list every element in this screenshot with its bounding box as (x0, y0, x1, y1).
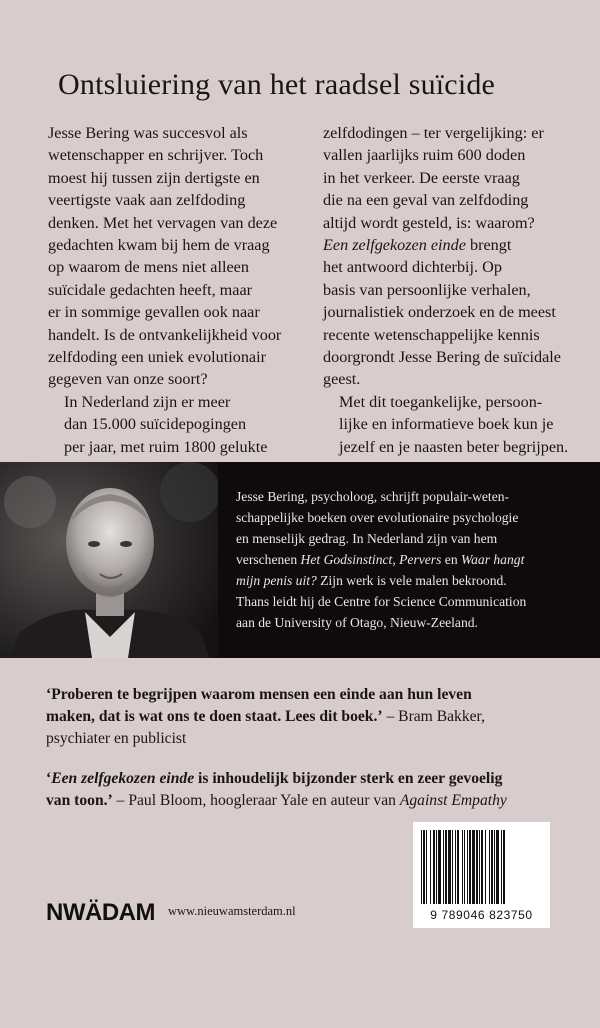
quote-text: van toon.’ (46, 792, 113, 809)
text-line: zelfdodingen – ter vergelijking: er (323, 124, 544, 142)
text-line: zelfdoding een uniek evolutionair (48, 348, 267, 367)
text-line: Thans leidt hij de Centre for Science Communication (236, 594, 527, 609)
text-line (46, 768, 586, 790)
barcode-bar (436, 830, 437, 904)
quote-text (46, 770, 502, 787)
review-quote-1 (46, 684, 586, 750)
blurb-columns (48, 122, 568, 458)
book-title: Pervers (399, 552, 442, 567)
barcode-bar (452, 830, 453, 904)
barcode-bar (426, 830, 427, 904)
blurb-paragraph-2 (48, 391, 293, 458)
author-bio-band (0, 462, 600, 658)
text-fragment: is inhoudelijk bijzonder sterk en zeer gevoelig (194, 770, 503, 787)
text-line: Met dit toegankelijke, persoon- (339, 392, 543, 411)
text-line: In Nederland zijn er meer (64, 392, 231, 411)
barcode-bar (469, 830, 471, 904)
barcode-bar (494, 830, 495, 904)
barcode-bar (479, 830, 480, 904)
book-title: Een zelfgekozen einde (51, 770, 195, 787)
text-line: suïcidale gedachten heeft, maar (48, 280, 253, 299)
text-line: doorgrondt Jesse Bering de suïcidale (323, 348, 561, 367)
text-line: aan de University of Otago, Nieuw-Zeeland. (236, 615, 478, 630)
text-line: gegeven van onze soort? (48, 370, 208, 389)
barcode-bars (419, 830, 544, 904)
text-fragment: en (441, 552, 462, 567)
barcode-bar (445, 830, 447, 904)
barcode-bar (472, 830, 475, 904)
barcode-bar (448, 830, 451, 904)
author-photo (0, 462, 218, 658)
barcode-bar (476, 830, 478, 904)
text-fragment: ‘ (46, 770, 52, 787)
quote-attribution: psychiater en publicist (46, 730, 187, 747)
book-title: Een zelfgekozen einde (323, 236, 466, 255)
text-line: veertigste vaak aan zelfdoding (48, 191, 246, 210)
text-line: per jaar, met ruim 1800 gelukte (64, 437, 268, 456)
book-title: Het Godsinstinct (300, 552, 393, 567)
barcode-bar (467, 830, 468, 904)
text-fragment: , (392, 552, 400, 567)
text-line: en menselijk gedrag. In Nederland zijn van hem (236, 531, 498, 546)
quote-attribution: – Paul Bloom, hoogleraar Yale en auteur van (112, 792, 400, 809)
text-line: het antwoord dichterbij. Op (323, 258, 502, 277)
quote-attribution: – Bram Bakker, (382, 708, 486, 725)
barcode-bar (421, 830, 422, 904)
text-line (46, 684, 586, 706)
text-line: lijke en informatieve boek kun je (339, 415, 554, 434)
text-line: handelt. Is de ontvankelijkheid voor (48, 325, 282, 344)
review-quote-2 (46, 768, 586, 812)
text-line: moest hij tussen zijn dertigste en (48, 168, 260, 187)
blurb-paragraph-3 (323, 122, 568, 391)
blurb-column-right (323, 122, 568, 458)
barcode-bar (433, 830, 435, 904)
book-title: mijn penis uit? (236, 573, 317, 588)
book-title: Against Empathy (399, 792, 507, 809)
text-line (46, 706, 586, 728)
text-line: geest. (323, 370, 361, 389)
blurb-paragraph-1 (48, 122, 293, 391)
text-line: schappelijke boeken over evolutionaire psychologie (236, 510, 519, 525)
text-fragment: Zijn werk is vele malen bekroond. (316, 573, 507, 588)
barcode-bar (481, 830, 483, 904)
barcode-bar (489, 830, 490, 904)
text-line: vallen jaarlijks ruim 600 doden (323, 146, 526, 165)
text-line: Jesse Bering was succesvol als (48, 124, 248, 142)
text-line: er in sommige gevallen ook naar (48, 303, 260, 322)
barcode-bar (455, 830, 456, 904)
barcode-bar (443, 830, 444, 904)
quote-text: ‘Proberen te begrijpen waarom mensen een einde aan hun leven (46, 686, 472, 703)
text-fragment: brengt (465, 236, 512, 255)
barcode-bar (503, 830, 505, 904)
barcode-bar (430, 830, 431, 904)
blurb-column-left (48, 122, 293, 458)
text-line: die na een geval van zelfdoding (323, 191, 529, 210)
text-line (46, 790, 586, 812)
review-quotes (46, 684, 586, 830)
text-line: Jesse Bering, psycholoog, schrijft populair-weten- (236, 489, 510, 504)
barcode-bar (496, 830, 499, 904)
barcode-bar (457, 830, 459, 904)
quote-text: maken, dat is wat ons te doen staat. Lees dit boek.’ (46, 708, 383, 725)
text-line (323, 234, 568, 256)
text-line: denken. Met het vervagen van deze (48, 213, 278, 232)
text-line: in het verkeer. De eerste vraag (323, 168, 520, 187)
barcode-bar (462, 830, 463, 904)
text-line: recente wetenschappelijke kennis (323, 325, 540, 344)
barcode-bar (501, 830, 502, 904)
text-line: basis van persoonlijke verhalen, (323, 280, 531, 299)
text-line (236, 549, 588, 570)
publisher-website: www.nieuwamsterdam.nl (168, 904, 296, 918)
blurb-paragraph-4 (323, 391, 568, 458)
barcode (413, 822, 550, 928)
barcode-bar (438, 830, 441, 904)
text-line: wetenschapper en schrijver. Toch (48, 146, 264, 165)
author-bio (236, 486, 588, 633)
text-line: altijd wordt gesteld, is: waarom? (323, 213, 535, 232)
text-line (236, 570, 588, 591)
barcode-bar (423, 830, 425, 904)
text-line: gedachten kwam bij hem de vraag (48, 236, 270, 255)
text-line: dan 15.000 suïcidepogingen (64, 415, 247, 434)
publisher-logo: NWÄDAM (46, 899, 155, 926)
text-line: op waarom de mens niet alleen (48, 258, 249, 277)
back-cover-title: Ontsluiering van het raadsel suïcide (58, 68, 496, 101)
author-portrait-image (0, 462, 218, 658)
text-line: jezelf en je naasten beter begrijpen. (339, 437, 569, 456)
text-line: journalistiek onderzoek en de meest (323, 303, 556, 322)
barcode-bar (491, 830, 493, 904)
barcode-bar (464, 830, 465, 904)
barcode-bar (485, 830, 486, 904)
text-fragment: verschenen (236, 552, 301, 567)
book-title: Waar hangt (461, 552, 525, 567)
isbn-number: 9 789046 823750 (430, 908, 533, 922)
